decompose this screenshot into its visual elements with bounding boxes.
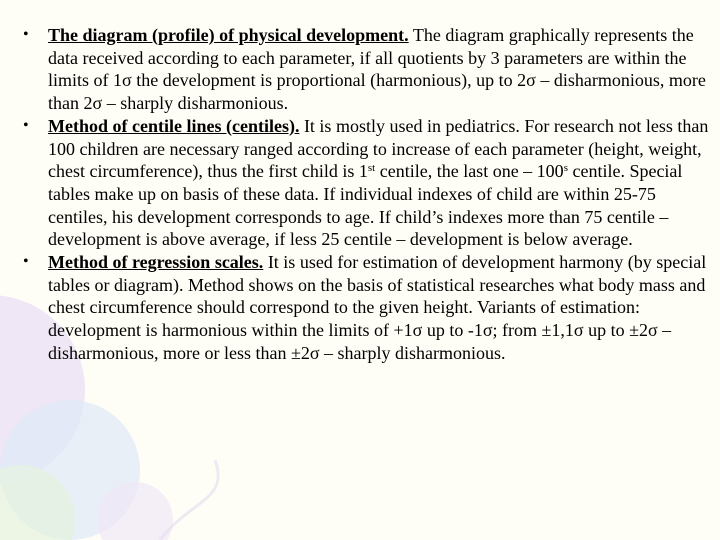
bullet-text: The diagram graphically represents the data received according to each parameter, if all quotients by 3 parameters are within the limits of 1σ the development is proportional (harmonious), up to 2σ – disharmonious, more than 2σ – sharply disharmonious. bbox=[48, 25, 706, 114]
bullet-dot-icon: • bbox=[23, 253, 29, 271]
bullet-title: Method of centile lines (centiles). bbox=[48, 115, 300, 136]
bullet-item-centile-lines bbox=[22, 115, 716, 251]
bullet-text: centile, the last one – 100 bbox=[375, 161, 564, 182]
bullet-dot-icon: • bbox=[23, 116, 29, 134]
bullet-dot-icon: • bbox=[23, 26, 29, 43]
bullet-title: The diagram (profile) of physical development. bbox=[48, 25, 409, 45]
bullet-text: centile. Special tables make up on basis of these data. If individual indexes of child are within 25-75 centiles, his development corresponds to age. If child’s indexes more than 75 centile – development is above average, if less 25 centile – development is below average. bbox=[48, 161, 683, 250]
slide-content bbox=[22, 24, 716, 365]
bullet-text: It is used for estimation of development harmony (by special tables or diagram). Method shows on the basis of statistical researches what body mass and chest circumference should correspond to the given height. Variants of estimation: development is harmonious within the limits of +1σ up to -1σ; from ±1,1σ up to ±2σ – disharmonious, more or less than ±2σ – sharply disharmonious. bbox=[48, 252, 707, 363]
superscript: st bbox=[367, 162, 376, 175]
bullet-item-regression-scales bbox=[22, 251, 716, 365]
superscript: s bbox=[563, 162, 568, 175]
bullet-item-diagram-profile bbox=[22, 24, 716, 115]
decor-swirl bbox=[160, 460, 218, 540]
bullet-text: It is mostly used in pediatrics. For research not less than 100 children are necessary ranged according to increase of each parameter (height, weight, chest circumference), thus the first child is 1 bbox=[48, 115, 709, 182]
bullet-list bbox=[22, 24, 716, 365]
bullet-title: Method of regression scales. bbox=[48, 252, 264, 273]
